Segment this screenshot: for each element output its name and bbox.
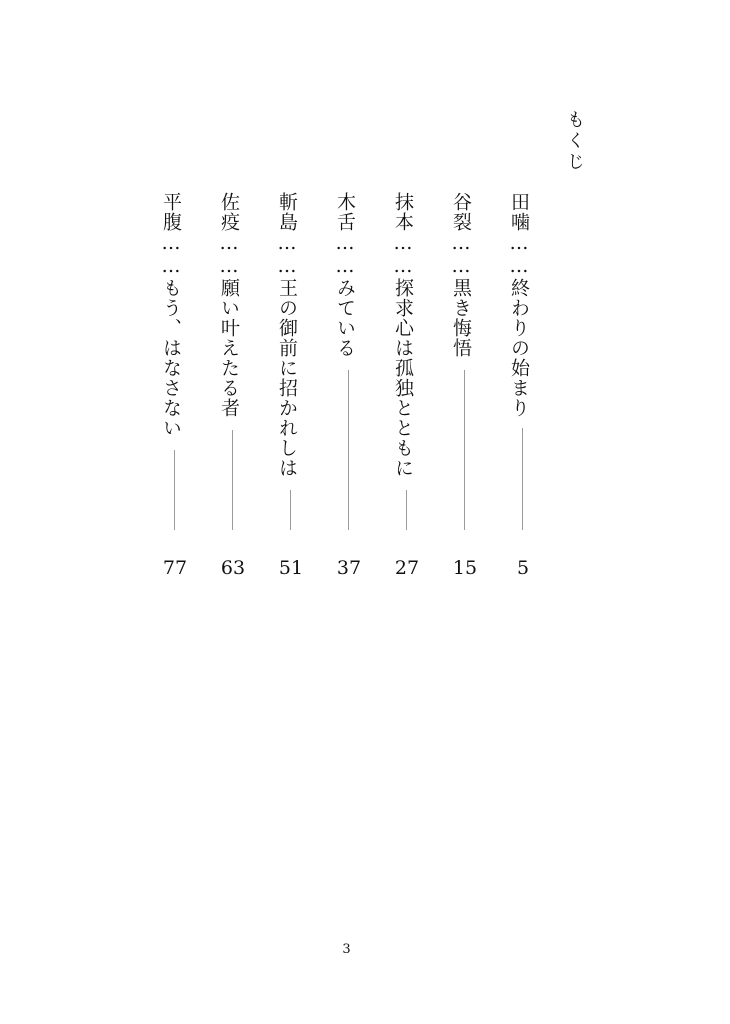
toc-leader-rule: [406, 490, 407, 530]
toc-leader-rule: [174, 450, 175, 530]
toc-entry-text: [509, 192, 528, 418]
toc-entry-author: 佐疫: [218, 192, 240, 232]
toc-entry-text: [219, 192, 238, 418]
toc-leader-rule: [232, 430, 233, 530]
toc-entry: [219, 192, 247, 592]
toc-entry-dots: ……: [334, 232, 356, 278]
toc-entry-author: 木舌: [334, 192, 356, 232]
toc-leader-rule: [522, 428, 523, 530]
toc-entry-title: 王の御前に招かれしは: [276, 278, 298, 478]
toc-heading: もくじ: [564, 110, 585, 173]
toc-page-number: 77: [162, 557, 188, 579]
toc-entry-dots: ……: [392, 232, 414, 278]
toc-entry-title: 終わりの始まり: [508, 278, 530, 418]
toc-leader-rule: [290, 490, 291, 530]
toc-entry: [393, 192, 421, 592]
toc-entry-text: [451, 192, 470, 358]
toc-entry-title: もう、はなさない: [160, 278, 182, 438]
toc-entry-title: みている: [334, 278, 356, 358]
toc-entry-dots: ……: [450, 232, 472, 278]
toc-entry-author: 谷裂: [450, 192, 472, 232]
toc-entry: [277, 192, 305, 592]
toc-page-number: 37: [336, 557, 362, 579]
toc-leader-rule: [464, 370, 465, 530]
page-folio: 3: [342, 942, 351, 957]
toc-page-number: 15: [452, 557, 478, 579]
toc-entry-author: 平腹: [160, 192, 182, 232]
toc-entry-text: [335, 192, 354, 358]
toc-entry: [451, 192, 479, 592]
toc-entry-dots: ……: [218, 232, 240, 278]
toc-entry-text: [277, 192, 296, 478]
toc-entry: [335, 192, 363, 592]
toc-entry-title: 願い叶えたる者: [218, 278, 240, 418]
toc-entry-text: [393, 192, 412, 478]
toc-entry-author: 斬島: [276, 192, 298, 232]
toc-entry: [509, 192, 537, 592]
toc-leader-rule: [348, 370, 349, 530]
toc-entry-author: 抹本: [392, 192, 414, 232]
toc-entry-text: [161, 192, 180, 438]
toc-entry-author: 田噛: [508, 192, 530, 232]
toc-entry: [161, 192, 189, 592]
toc-entry-title: 黒き悔悟: [450, 278, 472, 358]
toc-page-number: 63: [220, 557, 246, 579]
toc-page-number: 27: [394, 557, 420, 579]
toc-entry-title: 探求心は孤独とともに: [392, 278, 414, 478]
toc-entry-dots: ……: [160, 232, 182, 278]
toc-page-number: 5: [516, 557, 530, 579]
toc-entry-dots: ……: [508, 232, 530, 278]
toc-page-number: 51: [278, 557, 304, 579]
toc-entry-dots: ……: [276, 232, 298, 278]
